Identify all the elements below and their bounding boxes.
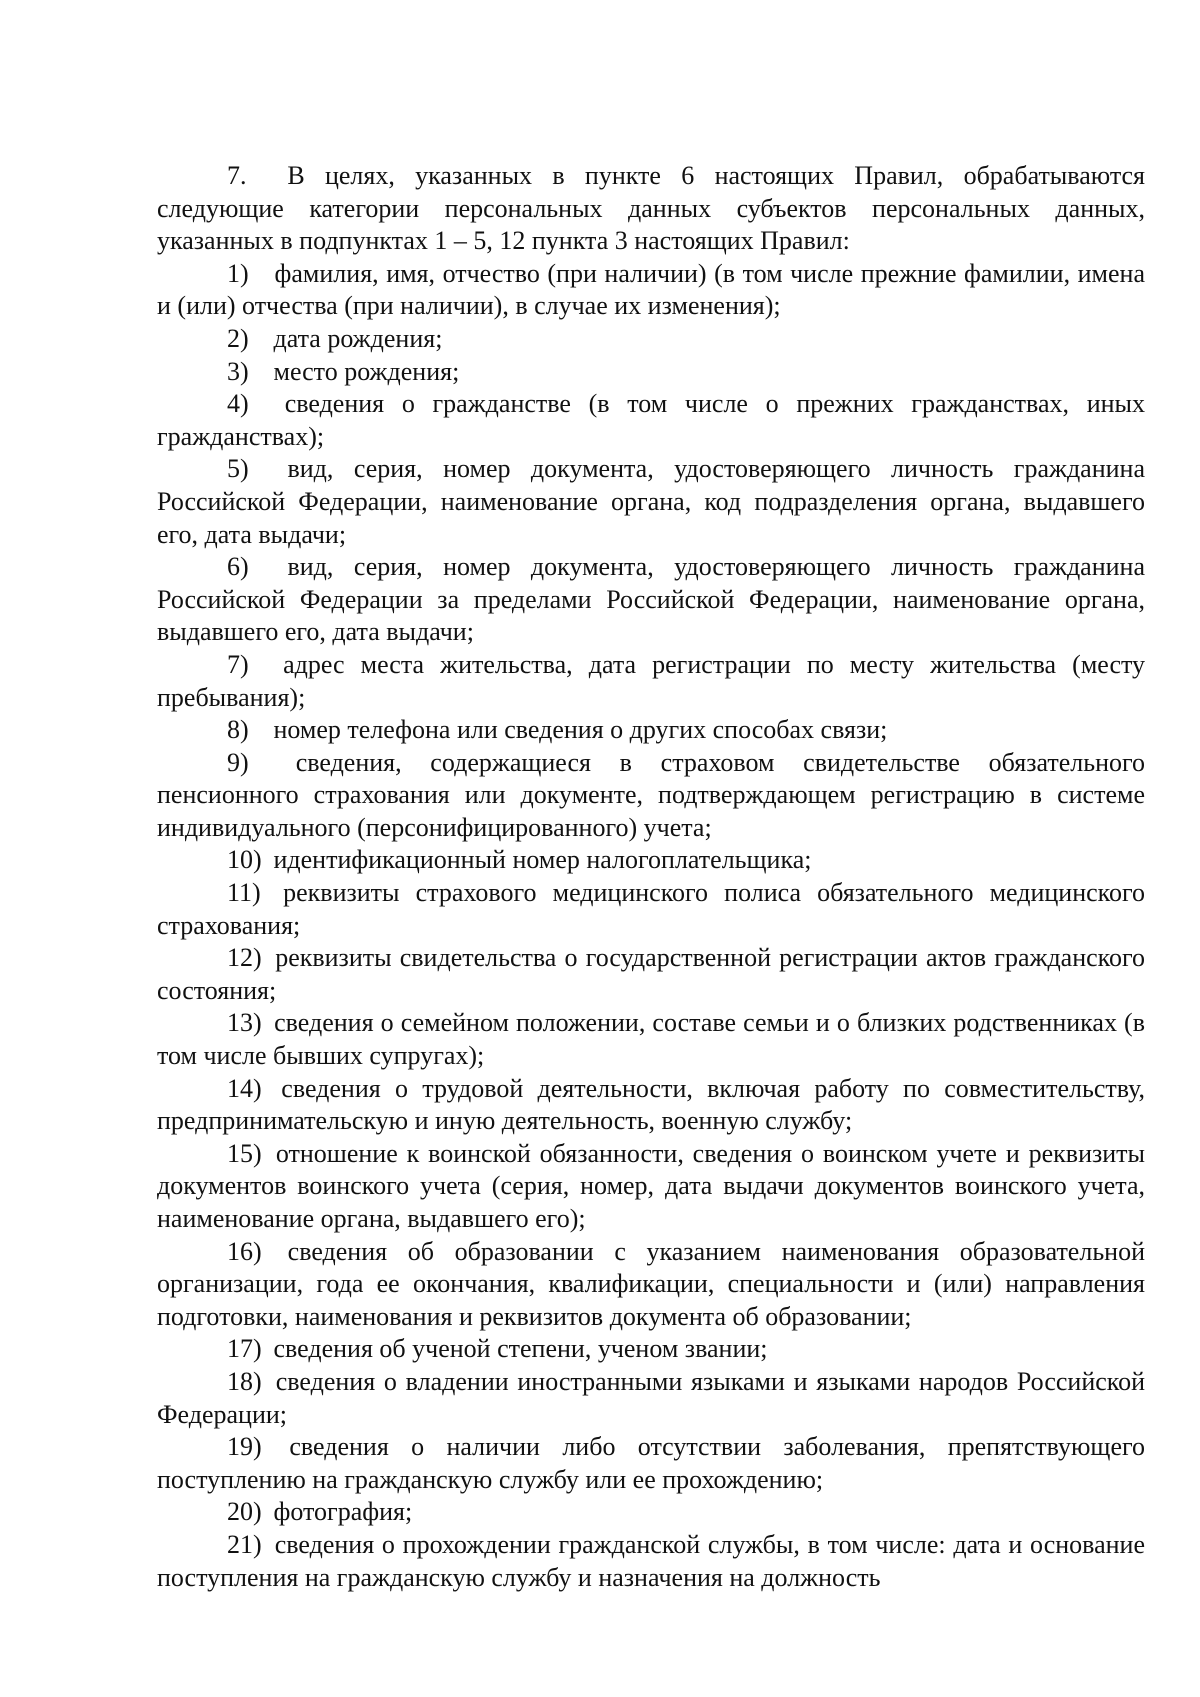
list-item-text: вид, серия, номер документа, удостоверяющего личность гражданина Российской Федерации, наименование органа, код подразделения органа, выдавшего его, дата выдачи; — [157, 454, 1146, 549]
list-item-text: сведения об образовании с указанием наименования образовательной организации, года ее окончания, квалификации, специальности и (или) направления подготовки, наименования и реквизитов документа об образовании; — [157, 1236, 1146, 1331]
list-item-5 — [157, 453, 1145, 551]
list-item-text: фотография; — [273, 1497, 413, 1527]
list-item-number: 7) — [227, 649, 249, 679]
list-item-14 — [157, 1073, 1145, 1138]
document-body — [157, 160, 1145, 1594]
list-item-number: 9) — [227, 747, 249, 777]
list-item-number: 8) — [227, 715, 249, 745]
list-item-3 — [157, 356, 1145, 389]
list-item-12 — [157, 942, 1145, 1007]
list-item-text: сведения о гражданстве (в том числе о прежних гражданствах, иных гражданствах); — [157, 389, 1146, 451]
list-item-19 — [157, 1431, 1145, 1496]
list-item-text: сведения о трудовой деятельности, включая работу по совместительству, предпринимательскую и иную деятельность, военную службу; — [157, 1073, 1146, 1136]
list-item-number: 15) — [227, 1138, 262, 1168]
list-item-number: 12) — [227, 943, 262, 973]
list-item-number: 10) — [227, 845, 262, 875]
list-item-17 — [157, 1333, 1145, 1366]
list-item-number: 13) — [227, 1008, 262, 1038]
list-item-text: сведения, содержащиеся в страховом свидетельстве обязательного пенсионного страхования или документе, подтверждающем регистрацию в системе индивидуального (персонифицированного) учета; — [157, 747, 1146, 842]
list-item-text: вид, серия, номер документа, удостоверяющего личность гражданина Российской Федерации за пределами Российской Федерации, наименование органа, выдавшего его, дата выдачи; — [157, 552, 1146, 647]
list-item-text: сведения о наличии либо отсутствии заболевания, препятствующего поступлению на гражданскую службу или ее прохождению; — [157, 1432, 1146, 1494]
list-item-15 — [157, 1138, 1145, 1236]
list-item-number: 5) — [227, 454, 249, 484]
list-item-11 — [157, 877, 1145, 942]
list-item-text: сведения об ученой степени, ученом звании; — [273, 1334, 768, 1364]
list-item-21 — [157, 1529, 1145, 1594]
list-item-text: номер телефона или сведения о других способах связи; — [273, 715, 888, 745]
list-item-number: 20) — [227, 1497, 262, 1527]
list-item-16 — [157, 1236, 1145, 1334]
list-item-6 — [157, 551, 1145, 649]
list-item-text: место рождения; — [273, 356, 460, 386]
list-item-text: адрес места жительства, дата регистрации по месту жительства (месту пребывания); — [157, 649, 1146, 712]
list-item-text: реквизиты страхового медицинского полиса обязательного медицинского страхования; — [157, 878, 1145, 940]
list-item-number: 16) — [227, 1236, 262, 1266]
list-item-number: 18) — [227, 1366, 262, 1396]
list-item-number: 19) — [227, 1432, 262, 1462]
list-item-2 — [157, 323, 1145, 356]
list-item-text: фамилия, имя, отчество (при наличии) (в том числе прежние фамилии, имена и (или) отчества (при наличии), в случае их изменения); — [157, 258, 1145, 321]
paragraph-7 — [157, 160, 1145, 258]
list-item-9 — [157, 747, 1145, 845]
list-item-text: сведения о владении иностранными языками и языками народов Российской Федерации; — [157, 1366, 1146, 1429]
list-item-7 — [157, 649, 1145, 714]
list-item-number: 3) — [227, 356, 249, 386]
list-item-number: 11) — [227, 878, 261, 908]
list-item-text: реквизиты свидетельства о государственной регистрации актов гражданского состояния; — [157, 943, 1145, 1005]
list-item-text: сведения о семейном положении, составе семьи и о близких родственниках (в том числе бывших супругах); — [157, 1008, 1145, 1071]
list-item-number: 17) — [227, 1334, 262, 1364]
paragraph-text: В целях, указанных в пункте 6 настоящих Правил, обрабатываются следующие категории персональных данных субъектов персональных данных, указанных в подпунктах 1 – 5, 12 пункта 3 настоящих Правил: — [157, 161, 1146, 256]
list-item-number: 14) — [227, 1073, 262, 1103]
list-item-8 — [157, 714, 1145, 747]
list-item-10 — [157, 844, 1145, 877]
list-item-text: сведения о прохождении гражданской службы, в том числе: дата и основание поступления на гражданскую службу и назначения на должность — [157, 1529, 1146, 1592]
list-item-4 — [157, 388, 1145, 453]
list-item-18 — [157, 1366, 1145, 1431]
list-item-number: 4) — [227, 389, 249, 419]
paragraph-number: 7. — [227, 161, 247, 190]
list-item-number: 6) — [227, 552, 249, 582]
list-item-text: идентификационный номер налогоплательщика; — [273, 845, 812, 875]
list-item-20 — [157, 1496, 1145, 1529]
list-item-text: дата рождения; — [273, 323, 443, 353]
list-item-1 — [157, 258, 1145, 323]
list-item-text: отношение к воинской обязанности, сведения о воинском учете и реквизиты документов воинского учета (серия, номер, дата выдачи документов воинского учета, наименование органа, выдавшего его); — [157, 1138, 1146, 1233]
list-item-number: 1) — [227, 258, 249, 288]
list-item-13 — [157, 1007, 1145, 1072]
list-item-number: 21) — [227, 1529, 262, 1559]
list-item-number: 2) — [227, 323, 249, 353]
